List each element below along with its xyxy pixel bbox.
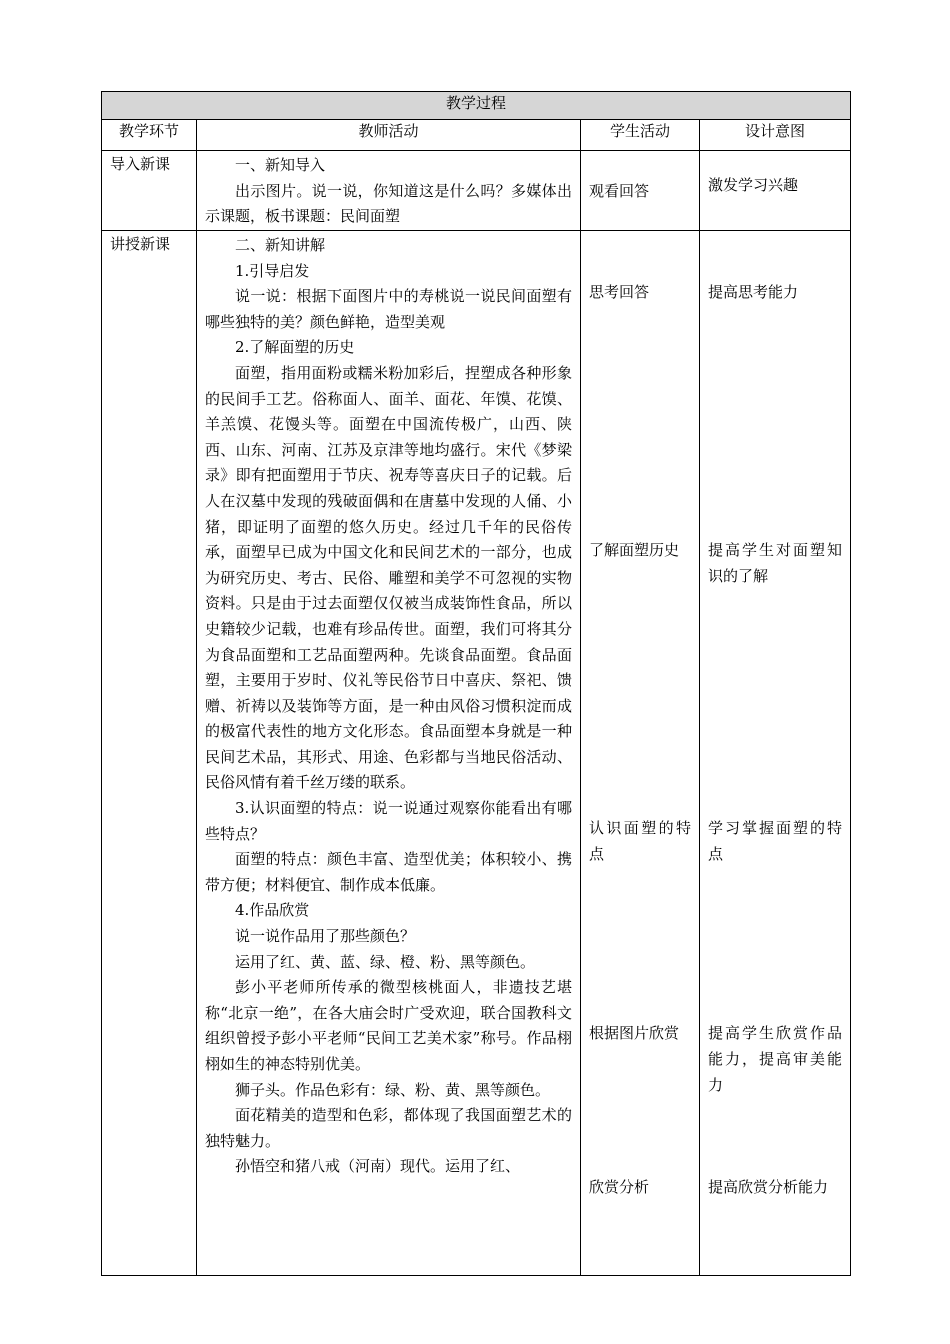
teacher-text: 运用了红、黄、蓝、绿、橙、粉、黑等颜色。 [235, 952, 536, 971]
teacher-text: 面塑，指用面粉或糯米粉加彩后，捏塑成各种形象的民间手工艺。俗称面人、面羊、面花、年馍、花馍、羊羔馍、花馒头等。面塑在中国流传极广，山西、陕西、山东、河南、江苏及京津等地均盛行。宋代《梦梁录》即有把面塑用于节庆、祝寿等喜庆日子的记载。后人在汉墓中发现的残破面偶和在唐墓中发现的人俑、小猪，即证明了面塑的悠久历史。经过几千年的民俗传承，面塑早已成为中国文化和民间艺术的一部分，也成为研究历史、考古、民俗、雕塑和美学不可忽视的实物资料。只是由于过去面塑仅仅被当成装饰性食品，所以史籍较少记载，也难有珍品传世。面塑，我们可将其分为食品面塑和工艺品面塑两种。先谈食品面塑。食品面塑，主要用于岁时、仪礼等民俗节日中喜庆、祭祀、馈赠、祈祷以及装饰等方面，是一种由风俗习惯积淀而成的极富代表性的地方文化形态。食品面塑本身就是一种民间艺术品，其形式、用途、色彩都与当地民俗活动、民俗风情有着千丝万缕的联系。 [205, 363, 572, 792]
design-intent-text: 提高思考能力 [708, 283, 799, 301]
teacher-text: 出示图片。说一说，你知道这是什么吗？多媒体出示课题，板书课题：民间面塑 [205, 181, 572, 226]
design-intent-cell [700, 151, 851, 231]
teacher-text: 面花精美的造型和色彩，都体现了我国面塑艺术的独特魅力。 [205, 1106, 572, 1150]
header-design-intent: 设计意图 [700, 120, 851, 151]
student-activity-text: 认识面塑的特点 [589, 819, 691, 863]
teacher-text: 说一说作品用了那些颜色？ [235, 927, 416, 946]
student-activity-text: 观看回答 [589, 182, 650, 200]
design-intent-text: 提高学生欣赏作品能力，提高审美能力 [708, 1024, 843, 1094]
header-teacher-activity: 教师活动 [197, 120, 581, 151]
design-intent-cell [700, 231, 851, 1276]
teacher-text: 说一说：根据下面图片中的寿桃说一说民间面塑有哪些独特的美？颜色鲜艳，造型美观 [205, 287, 572, 331]
teacher-text: 一、新知导入 [235, 156, 326, 174]
student-activity-text: 欣赏分析 [589, 1178, 650, 1196]
teacher-activity-cell [197, 231, 581, 1276]
teacher-text: 彭小平老师所传承的微型核桃面人，非遗技艺堪称“北京一绝”，在各大庙会时广受欢迎，联合国教科文组织曾授予彭小平老师“民间工艺美术家”称号。作品栩栩如生的神态特别优美。 [205, 978, 572, 1073]
student-activity-text: 了解面塑历史 [589, 541, 680, 559]
header-student-activity: 学生活动 [581, 120, 700, 151]
student-activity-cell [581, 151, 700, 231]
student-activity-cell [581, 231, 700, 1276]
table-row-lesson [102, 231, 851, 1276]
table-title: 教学过程 [102, 92, 851, 120]
student-activity-text: 根据图片欣赏 [589, 1024, 680, 1042]
table-title-row [102, 92, 851, 120]
stage-cell: 讲授新课 [102, 231, 197, 1276]
design-intent-text: 提高学生对面塑知识的了解 [708, 541, 843, 585]
teacher-activity-cell [197, 151, 581, 231]
teacher-text: 4.作品欣赏 [235, 901, 310, 920]
teacher-text: 面塑的特点：颜色丰富、造型优美；体积较小、携带方便；材料便宜、制作成本低廉。 [205, 850, 572, 894]
header-stage: 教学环节 [102, 120, 197, 151]
design-intent-text: 激发学习兴趣 [708, 176, 799, 194]
teacher-text: 2.了解面塑的历史 [235, 338, 355, 357]
teaching-process-table [101, 91, 851, 1276]
teacher-text: 二、新知讲解 [235, 236, 326, 254]
table-header-row [102, 120, 851, 151]
stage-cell: 导入新课 [102, 151, 197, 231]
teacher-text: 狮子头。作品色彩有：绿、粉、黄、黑等颜色。 [235, 1080, 551, 1099]
student-activity-text: 思考回答 [589, 283, 650, 301]
design-intent-text: 提高欣赏分析能力 [708, 1178, 829, 1196]
design-intent-text: 学习掌握面塑的特点 [708, 819, 843, 863]
teacher-text: 3.认识面塑的特点：说一说通过观察你能看出有哪些特点？ [205, 799, 572, 843]
table-row-intro [102, 151, 851, 231]
teacher-text: 1.引导启发 [235, 261, 310, 280]
teacher-text: 孙悟空和猪八戒（河南）现代。运用了红、 [235, 1157, 521, 1176]
